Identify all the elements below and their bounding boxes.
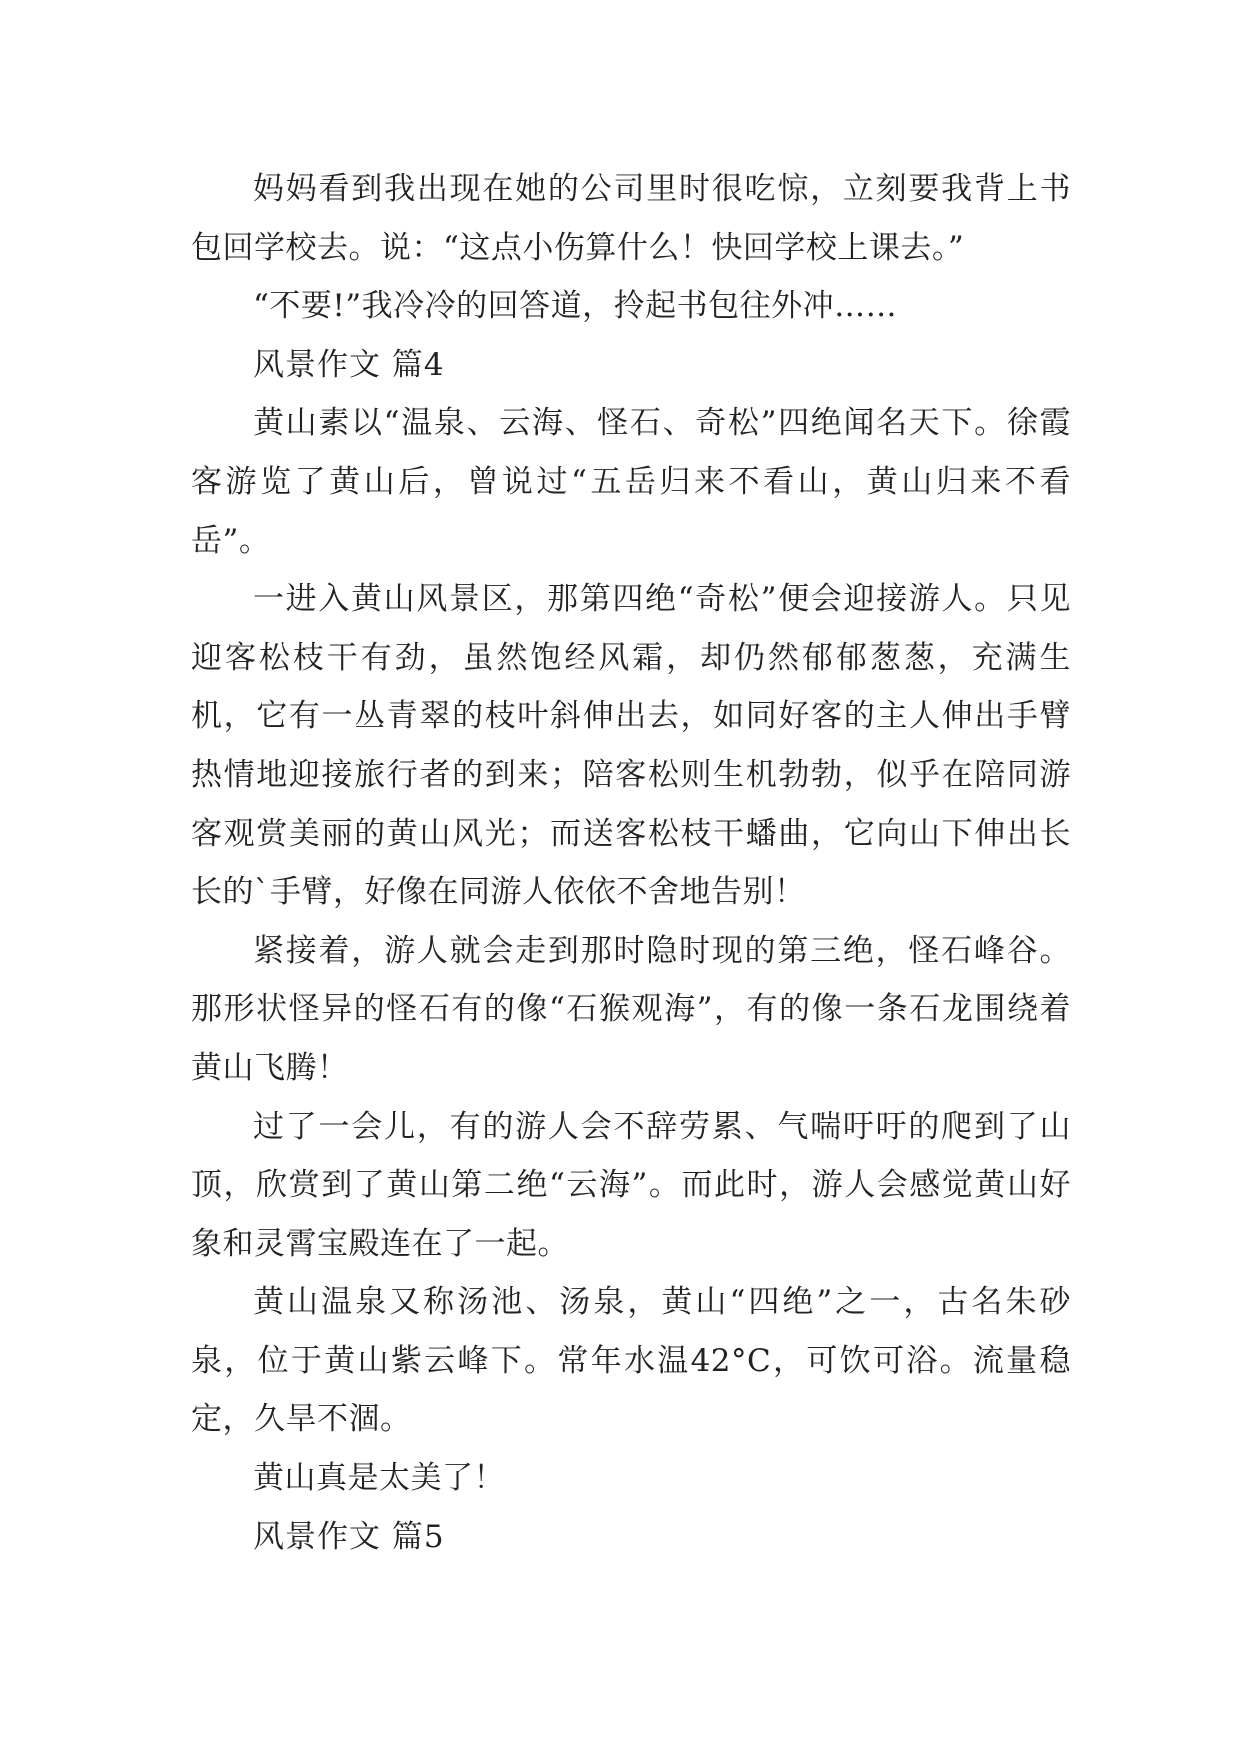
paragraph: 紧接着，游人就会走到那时隐时现的第三绝，怪石峰谷。那形状怪异的怪石有的像“石猴观海”，有的像一条石龙围绕着黄山飞腾！ <box>191 932 1071 1086</box>
section-heading: 风景作文 篇5 <box>253 1518 445 1555</box>
paragraph: 黄山温泉又称汤池、汤泉，黄山“四绝”之一，古名朱砂泉，位于黄山紫云峰下。常年水温42°C，可饮可浴。流量稳定，久旱不涸。 <box>191 1284 1071 1438</box>
document-page <box>191 160 1071 1566</box>
paragraph: 一进入黄山风景区，那第四绝“奇松”便会迎接游人。只见迎客松枝干有劲，虽然饱经风霜，却仍然郁郁葱葱，充满生机，它有一丛青翠的枝叶斜伸出去，如同好客的主人伸出手臂热情地迎接旅行者的到来；陪客松则生机勃勃，似乎在陪同游客观赏美丽的黄山风光；而送客松枝干蟠曲，它向山下伸出长长的`手臂，好像在同游人依依不舍地告别！ <box>191 581 1071 911</box>
paragraph: 黄山素以“温泉、云海、怪石、奇松”四绝闻名天下。徐霞客游览了黄山后，曾说过“五岳归来不看山，黄山归来不看岳”。 <box>191 405 1071 559</box>
paragraph: 过了一会儿，有的游人会不辞劳累、气喘吁吁的爬到了山顶，欣赏到了黄山第二绝“云海”。而此时，游人会感觉黄山好象和灵霄宝殿连在了一起。 <box>191 1108 1071 1262</box>
paragraph: 黄山真是太美了！ <box>253 1460 505 1497</box>
section-heading: 风景作文 篇4 <box>253 346 445 383</box>
paragraph: “不要!”我冷冷的回答道，拎起书包往外冲…… <box>253 288 898 325</box>
paragraph: 妈妈看到我出现在她的公司里时很吃惊，立刻要我背上书包回学校去。说：“这点小伤算什么！快回学校上课去。” <box>191 171 1071 266</box>
